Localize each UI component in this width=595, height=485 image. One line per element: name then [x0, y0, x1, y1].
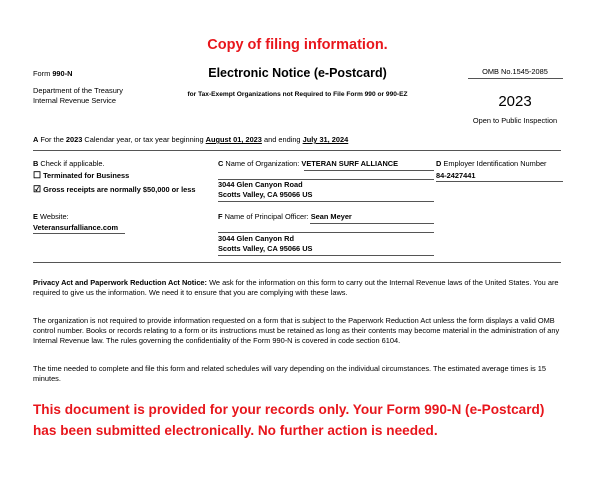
section-d-letter: D — [436, 159, 442, 168]
form-number: 990-N — [52, 69, 73, 78]
form-title: Electronic Notice (e-Postcard) — [208, 66, 387, 80]
section-b-text: Check if applicable. — [40, 159, 105, 168]
checkbox-checked-icon: ☑ — [33, 184, 42, 194]
begin-date: August 01, 2023 — [205, 135, 262, 144]
option-terminated — [33, 170, 129, 181]
end-date: July 31, 2024 — [302, 135, 349, 144]
form-label — [33, 69, 72, 79]
section-a-text1: For the — [40, 135, 64, 144]
banner-title: Copy of filing information. — [207, 37, 388, 53]
section-e-letter: E — [33, 212, 38, 221]
officer-name: Sean Meyer — [310, 212, 352, 221]
section-a-text2: Calendar year, or tax year beginning — [84, 135, 204, 144]
form-prefix: Form — [33, 69, 51, 78]
footer-line1: This document is provided for your records only. Your Form 990-N (e-Postcard) — [33, 402, 545, 417]
section-e-label — [33, 212, 69, 222]
dept-line1: Department of the Treasury — [33, 86, 123, 95]
section-a — [33, 135, 348, 145]
omb-number: OMB No.1545-2085 — [482, 67, 548, 76]
officer-address1: 3044 Glen Canyon Rd — [218, 234, 294, 243]
option-gross-receipts — [33, 184, 196, 195]
paperwork-paragraph: The organization is not required to provide information requested on a form that is subject to the Paperwork Reduction Act unless the form displays a valid OMB control number. Books or records relating to a form or its instructions must be retained as long as their contents may become material in the administration of any Internal Revenue law. The rules governing the confidentiality of the Form 990-N is covered in code section 6104. — [33, 316, 560, 345]
section-f-text: Name of Principal Officer: — [224, 212, 309, 221]
footer-line2: has been submitted electronically. No further action is needed. — [33, 423, 438, 438]
checkbox-empty-icon: ☐ — [33, 170, 42, 180]
org-address1: 3044 Glen Canyon Road — [218, 180, 303, 189]
section-b-label — [33, 159, 105, 169]
privacy-notice — [33, 278, 561, 298]
section-f-letter: F — [218, 212, 223, 221]
form-subtitle: for Tax-Exempt Organizations not Required to File Form 990 or 990-EZ — [187, 91, 408, 98]
dept-line2: Internal Revenue Service — [33, 96, 116, 105]
section-a-year: 2023 — [65, 135, 83, 144]
section-d — [436, 159, 547, 169]
privacy-title: Privacy Act and Paperwork Reduction Act Notice: — [33, 278, 207, 287]
section-c — [218, 159, 398, 169]
org-address2: Scotts Valley, CA 95066 US — [218, 190, 313, 199]
section-a-letter: A — [33, 135, 39, 144]
section-c-text: Name of Organization: — [225, 159, 300, 168]
tax-year: 2023 — [498, 93, 532, 110]
section-a-text3: and ending — [263, 135, 301, 144]
website-value: Veteransurfalliance.com — [33, 223, 119, 232]
time-paragraph: The time needed to complete and file this form and related schedules will vary depending on the individual circumstances. The estimated average times is 15 minutes. — [33, 364, 546, 383]
open-public: Open to Public Inspection — [472, 116, 558, 125]
ein-value: 84-2427441 — [436, 171, 476, 180]
section-d-text: Employer Identification Number — [443, 159, 547, 168]
privacy-text: We ask for the information on this form to carry out the Internal Revenue laws of the United States. You are required to give us the information. We need it to ensure that you are complying with these laws. — [33, 278, 559, 297]
section-e-text: Website: — [40, 212, 69, 221]
section-f — [218, 212, 352, 222]
section-b-letter: B — [33, 159, 39, 168]
officer-address2: Scotts Valley, CA 95066 US — [218, 244, 313, 253]
option-terminated-label: Terminated for Business — [43, 171, 130, 180]
option-gross-receipts-label: Gross receipts are normally $50,000 or less — [43, 185, 196, 194]
org-name: VETERAN SURF ALLIANCE — [301, 159, 399, 168]
section-c-letter: C — [218, 159, 224, 168]
